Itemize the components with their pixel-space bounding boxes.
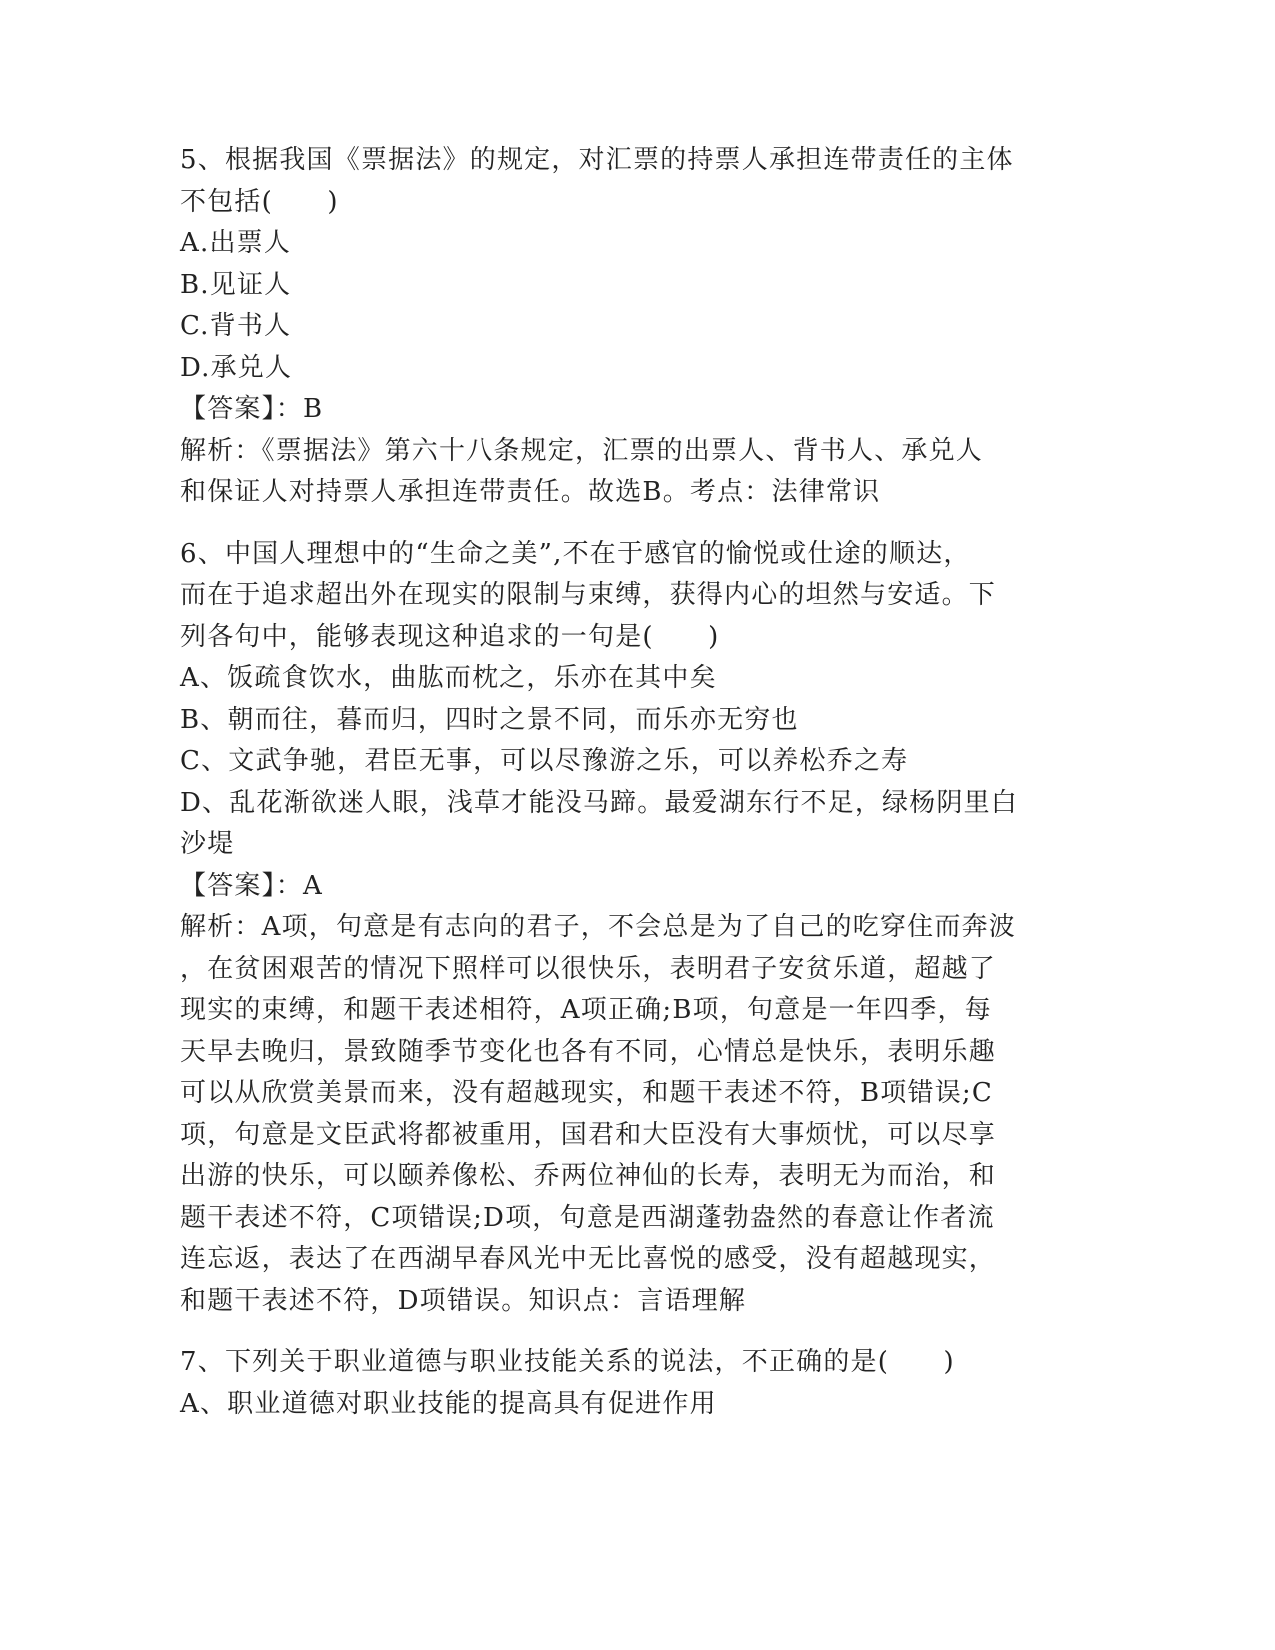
analysis-line: 解析：A项，句意是有志向的君子，不会总是为了自己的吃穿住而奔波 <box>180 912 1016 942</box>
question-6 <box>180 534 1060 1323</box>
option-a: A、饭疏食饮水，曲肱而枕之，乐亦在其中矣 <box>180 663 717 693</box>
option-a: A.出票人 <box>180 228 292 258</box>
question-spacer <box>180 514 1060 534</box>
option-c: C、文武争驰，君臣无事，可以尽豫游之乐，可以养松乔之寿 <box>180 746 909 776</box>
option-d-continued: 沙堤 <box>180 829 235 859</box>
analysis-line: 现实的束缚，和题干表述相符，A项正确;B项，句意是一年四季，每 <box>180 995 992 1025</box>
question-stem: 6、中国人理想中的“生命之美”,不在于感官的愉悦或仕途的顺达， <box>180 538 971 569</box>
analysis-line: 解析：《票据法》第六十八条规定，汇票的出票人、背书人、承兑人 <box>180 435 984 466</box>
answer-line: 【答案】：A <box>180 870 323 901</box>
analysis-line: ，在贫困艰苦的情况下照样可以很快乐，表明君子安贫乐道，超越了 <box>180 953 997 984</box>
question-stem: 不包括( ) <box>180 186 339 217</box>
option-d: D、乱花渐欲迷人眼，浅草才能没马蹄。最爱湖东行不足，绿杨阴里白 <box>180 787 1019 818</box>
analysis-line: 和保证人对持票人承担连带责任。故选B。考点：法律常识 <box>180 477 881 507</box>
option-c: C.背书人 <box>180 311 292 341</box>
analysis-line: 可以从欣赏美景而来，没有超越现实，和题干表述不符，B项错误;C <box>180 1078 993 1108</box>
analysis-line: 连忘返，表达了在西湖早春风光中无比喜悦的感受，没有超越现实， <box>180 1244 997 1274</box>
analysis-line: 和题干表述不符，D项错误。知识点：言语理解 <box>180 1285 747 1316</box>
analysis-line: 项，句意是文臣武将都被重用，国君和大臣没有大事烦忧，可以尽享 <box>180 1119 997 1150</box>
document-page <box>180 140 1060 1425</box>
question-stem: 而在于追求超出外在现实的限制与束缚，获得内心的坦然与安适。下 <box>180 580 997 610</box>
analysis-line: 出游的快乐，可以颐养像松、乔两位神仙的长寿，表明无为而治，和 <box>180 1161 997 1191</box>
question-spacer <box>180 1322 1060 1342</box>
option-a: A、职业道德对职业技能的提高具有促进作用 <box>180 1388 717 1419</box>
question-stem: 列各句中，能够表现这种追求的一句是( ) <box>180 621 720 652</box>
analysis-line: 题干表述不符，C项错误;D项，句意是西湖蓬勃盎然的春意让作者流 <box>180 1202 995 1233</box>
analysis-line: 天早去晚归，景致随季节变化也各有不同，心情总是快乐，表明乐趣 <box>180 1036 997 1067</box>
question-stem: 7、下列关于职业道德与职业技能关系的说法，不正确的是( ) <box>180 1347 955 1377</box>
option-d: D.承兑人 <box>180 352 293 383</box>
option-b: B.见证人 <box>180 269 292 300</box>
answer-line: 【答案】：B <box>180 394 324 424</box>
question-stem: 5、根据我国《票据法》的规定，对汇票的持票人承担连带责任的主体 <box>180 145 1014 175</box>
question-5 <box>180 140 1060 514</box>
option-b: B、朝而往，暮而归，四时之景不同，而乐亦无穷也 <box>180 704 799 735</box>
question-7 <box>180 1342 1060 1425</box>
